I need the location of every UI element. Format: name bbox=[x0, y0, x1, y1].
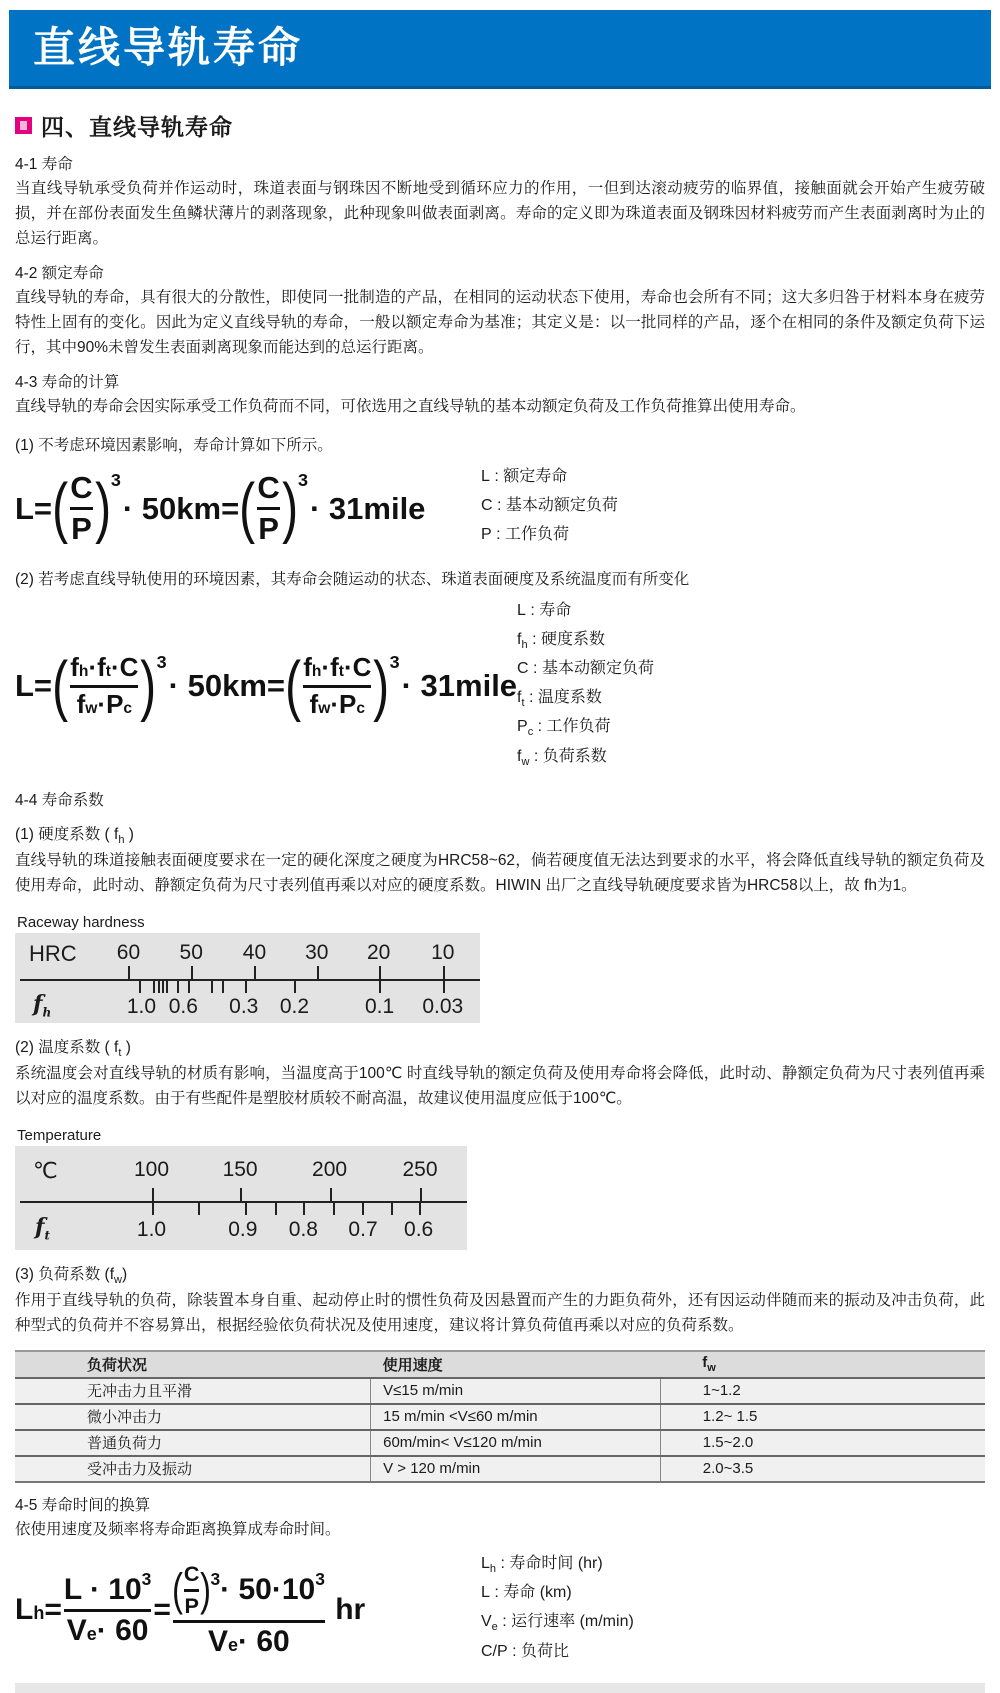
cropped-next-table-strip bbox=[15, 1683, 985, 1693]
right-paren: ) bbox=[373, 648, 390, 723]
formula-1-row bbox=[15, 465, 985, 553]
right-paren: ) bbox=[140, 648, 157, 723]
fraction-cp-over-ve: ( $\frac{C}{P}$ ) $^3$ · 50·10 $^3$ V e · 60 bbox=[171, 1560, 325, 1659]
tick bbox=[139, 981, 141, 993]
hrc-unit-label: HRC bbox=[29, 940, 77, 966]
formula-2-legend bbox=[517, 599, 985, 774]
temperature-scale-title: Temperature bbox=[17, 1126, 102, 1144]
legend-item: P : 工作负荷 bbox=[481, 526, 570, 544]
formula-2-row bbox=[15, 599, 985, 774]
fraction-c-over-p: $\frac{C}{P}$ bbox=[257, 469, 280, 547]
heading-4-1: 4-1 寿命 bbox=[15, 156, 73, 173]
left-paren: ( bbox=[239, 471, 256, 546]
tick bbox=[152, 1203, 154, 1215]
tick bbox=[191, 966, 193, 979]
fraction-factors: f h · f t · C f w · P c bbox=[303, 652, 372, 719]
tick bbox=[362, 1203, 364, 1215]
paragraph-load-factor: 作用于直线导轨的负荷，除装置本身自重、起动停止时的惯性负荷及因悬置而产生的力距负荷外，还有因运动伴随而来的振动及冲击负荷，此种型式的负荷并不容易算出，根据经验依负荷状况及使用速度，建议将计算负荷值再乘以对应的负荷系数。 bbox=[15, 1291, 985, 1334]
legend-item: L : 寿命 (km) bbox=[481, 1584, 572, 1602]
fraction-factors: f h · f t · C f w · P c bbox=[70, 652, 139, 719]
tick bbox=[294, 981, 296, 993]
axis-line bbox=[20, 979, 480, 981]
tick bbox=[443, 966, 445, 979]
legend-item: C : 基本动额定负荷 bbox=[481, 497, 618, 515]
load-factor-table bbox=[15, 1350, 985, 1483]
legend-item: L : 寿命 bbox=[517, 601, 572, 619]
life-formula-with-factors: L= ( f h · f t · C f w · P c ) 3 · 50km= ( f h · f t · C f w · P c ) 3 · 31mile bbox=[15, 648, 518, 723]
left-paren: ( bbox=[52, 648, 69, 723]
left-paren: ( bbox=[285, 648, 302, 723]
legend-item: L : 额定寿命 bbox=[481, 468, 568, 485]
paragraph-temperature: 系统温度会对直线导轨的材质有影响，当温度高于100℃ 时直线导轨的额定负荷及使用寿命将会降低，此时动、静额定负荷为尺寸表列值再乘以对应的温度系数。由于有些配件是塑胶材质较不耐高温，故建议使用温度应低于100℃。 bbox=[15, 1064, 985, 1107]
tick bbox=[379, 981, 381, 993]
tick bbox=[254, 966, 256, 979]
ft-symbol: $f_t$ bbox=[35, 1213, 51, 1243]
axis-line bbox=[20, 1201, 467, 1203]
tick bbox=[211, 981, 213, 993]
header-speed: 使用速度 bbox=[371, 1351, 661, 1378]
celsius-unit-label: ℃ bbox=[33, 1157, 58, 1183]
tick bbox=[153, 981, 155, 993]
tick bbox=[240, 1188, 242, 1201]
paragraph-4-1: 当直线导轨承受负荷并作运动时，珠道表面与钢珠因不断地受到循环应力的作用，一但到达滚动疲劳的临界值，接触面就会开始产生疲劳破损，并在部份表面发生鱼鳞状薄片的剥落现象，此种现象叫做表面剥离。寿命的定义即为珠道表面及钢珠因材料疲劳而产生表面剥离时为止的总运行距离。 bbox=[15, 180, 985, 247]
header-fw: $f_w$ bbox=[660, 1351, 985, 1378]
tick bbox=[177, 981, 179, 993]
heading-load-factor: (3) 负荷系数 $(f_w)$ bbox=[15, 1265, 128, 1286]
exponent: 3 bbox=[156, 652, 167, 673]
document-body bbox=[0, 109, 1000, 1693]
table-row: 微小冲击力 15 m/min <V≤60 m/min 1.2~ 1.5 bbox=[15, 1404, 985, 1430]
paragraph-4-5: 依使用速度及频率将寿命距离换算成寿命时间。 bbox=[15, 1520, 341, 1538]
fraction-c-over-p: $\frac{C}{P}$ bbox=[70, 469, 93, 547]
legend-item: C : 基本动额定负荷 bbox=[517, 659, 654, 677]
formula-3-legend bbox=[481, 1552, 985, 1669]
heading-temperature-factor: (2) 温度系数 ( $f_t$ ) bbox=[15, 1038, 131, 1059]
table-header-row bbox=[15, 1351, 985, 1378]
right-paren: ) bbox=[281, 471, 298, 546]
tick bbox=[222, 981, 224, 993]
life-time-formula: L h = L · 10 $^3$ V e · 60 = ( $\frac{C}{P}$ ) $^3$ · 50·10 $^3$ V e · 60 hr bbox=[15, 1560, 366, 1659]
left-paren: ( bbox=[52, 471, 69, 546]
heading-4-2: 4-2 额定寿命 bbox=[15, 265, 104, 282]
paragraph-4-2: 直线导轨的寿命，具有很大的分散性，即使同一批制造的产品，在相同的运动状态下使用，寿命也会所有不同；这大多归咎于材料本身在疲劳特性上固有的变化。因此为定义直线导轨的寿命，一般以额定寿命为基准；其定义是：以一批同样的产品，逐个在相同的条件及额定负荷下运行，其中90%未曾发生表面剥离现象而能达到的总运行距离。 bbox=[15, 289, 985, 356]
hardness-scale-title: Raceway hardness bbox=[17, 913, 145, 931]
tick bbox=[333, 1203, 335, 1215]
exponent: 3 bbox=[389, 652, 400, 673]
header-load-condition: 负荷状况 bbox=[15, 1351, 371, 1378]
right-paren: ) bbox=[94, 471, 111, 546]
tick bbox=[420, 1188, 422, 1201]
tick bbox=[330, 1188, 332, 1201]
magenta-bullet-icon bbox=[15, 117, 32, 134]
exponent: 3 bbox=[110, 469, 121, 490]
item-2-label: (2) 若考虑直线导轨使用的环境因素，其寿命会随运动的状态、珠道表面硬度及系统温度而有所变化 bbox=[15, 570, 690, 588]
tick bbox=[245, 1203, 247, 1215]
legend-item: $L_h$ : 寿命时间 (hr) bbox=[481, 1554, 603, 1576]
heading-4-3: 4-3 寿命的计算 bbox=[15, 374, 120, 391]
legend-item: $f_h$ : 硬度系数 bbox=[517, 630, 605, 651]
exponent: 3 bbox=[297, 469, 308, 490]
tick bbox=[188, 981, 190, 993]
tick bbox=[128, 966, 130, 979]
tick bbox=[158, 981, 160, 993]
heading-4-5: 4-5 寿命时间的换算 bbox=[15, 1496, 151, 1514]
tick bbox=[379, 966, 381, 979]
nested-fraction-c-over-p: $\frac{C}{P}$ bbox=[183, 1560, 200, 1618]
page-banner bbox=[9, 10, 991, 89]
formula-3-row bbox=[15, 1552, 985, 1669]
legend-item: $f_w$ : 负荷系数 bbox=[517, 747, 607, 768]
table-row: 受冲击力及振动 V > 120 m/min 2.0~3.5 bbox=[15, 1456, 985, 1482]
page-title: 直线导轨寿命 bbox=[33, 24, 304, 71]
fraction-l-over-ve: L · 10 $^3$ V e · 60 bbox=[63, 1568, 152, 1647]
table-row: 无冲击力且平滑 V≤15 m/min 1~1.2 bbox=[15, 1378, 985, 1404]
section-title: 四、直线导轨寿命 bbox=[41, 114, 233, 140]
hardness-scale-diagram: HRC 60 50 40 30 20 10 $f_h$ 1.0 0.6 0.3 0.2 0.1 0.03 bbox=[15, 933, 480, 1023]
tick bbox=[275, 1203, 277, 1215]
paragraph-4-3: 直线导轨的寿命会因实际承受工作负荷而不同，可依选用之直线导轨的基本动额定负荷及工作负荷推算出使用寿命。 bbox=[15, 398, 806, 415]
tick bbox=[198, 1203, 200, 1215]
table-row: 普通负荷力 60m/min< V≤120 m/min 1.5~2.0 bbox=[15, 1430, 985, 1456]
tick bbox=[152, 1188, 154, 1201]
item-1-label: (1) 不考虑环境因素影响，寿命计算如下所示。 bbox=[15, 437, 333, 454]
legend-item: $V_e$ : 运行速率 (m/min) bbox=[481, 1613, 634, 1634]
tick bbox=[162, 981, 164, 993]
life-formula-basic: L= ( $\frac{C}{P}$ ) 3 · 50km= ( $\frac{C}{P}$ ) 3 · 31mile bbox=[15, 469, 426, 547]
tick bbox=[419, 1203, 421, 1215]
formula-1-legend bbox=[481, 465, 985, 553]
tick bbox=[317, 966, 319, 979]
tick bbox=[443, 981, 445, 993]
tick bbox=[166, 981, 168, 993]
paragraph-hardness: 直线导轨的珠道接触表面硬度要求在一定的硬化深度之硬度为HRC58~62，倘若硬度值无法达到要求的水平，将会降低直线导轨的额定负荷及使用寿命，此时动、静额定负荷为尺寸表列值再乘以对应的硬度系数。HIWIN 出厂之直线导轨硬度要求皆为HRC58以上，故 fh为1。 bbox=[15, 851, 985, 894]
fh-symbol: $f_h$ bbox=[33, 990, 52, 1020]
heading-hardness-factor: (1) 硬度系数 ( $f_h$ ) bbox=[15, 825, 134, 846]
legend-item: $P_c$ : 工作负荷 bbox=[517, 718, 611, 739]
tick bbox=[391, 1203, 393, 1215]
legend-item: $f_t$ : 温度系数 bbox=[517, 689, 602, 710]
tick bbox=[303, 1203, 305, 1215]
section-heading bbox=[15, 109, 985, 142]
temperature-scale-diagram: ℃ 100 150 200 250 $f_t$ 1.0 0.9 0.8 0.7 0.6 bbox=[15, 1146, 467, 1250]
heading-4-4: 4-4 寿命系数 bbox=[15, 791, 104, 809]
legend-item: C/P : 负荷比 bbox=[481, 1642, 570, 1660]
tick bbox=[245, 981, 247, 993]
